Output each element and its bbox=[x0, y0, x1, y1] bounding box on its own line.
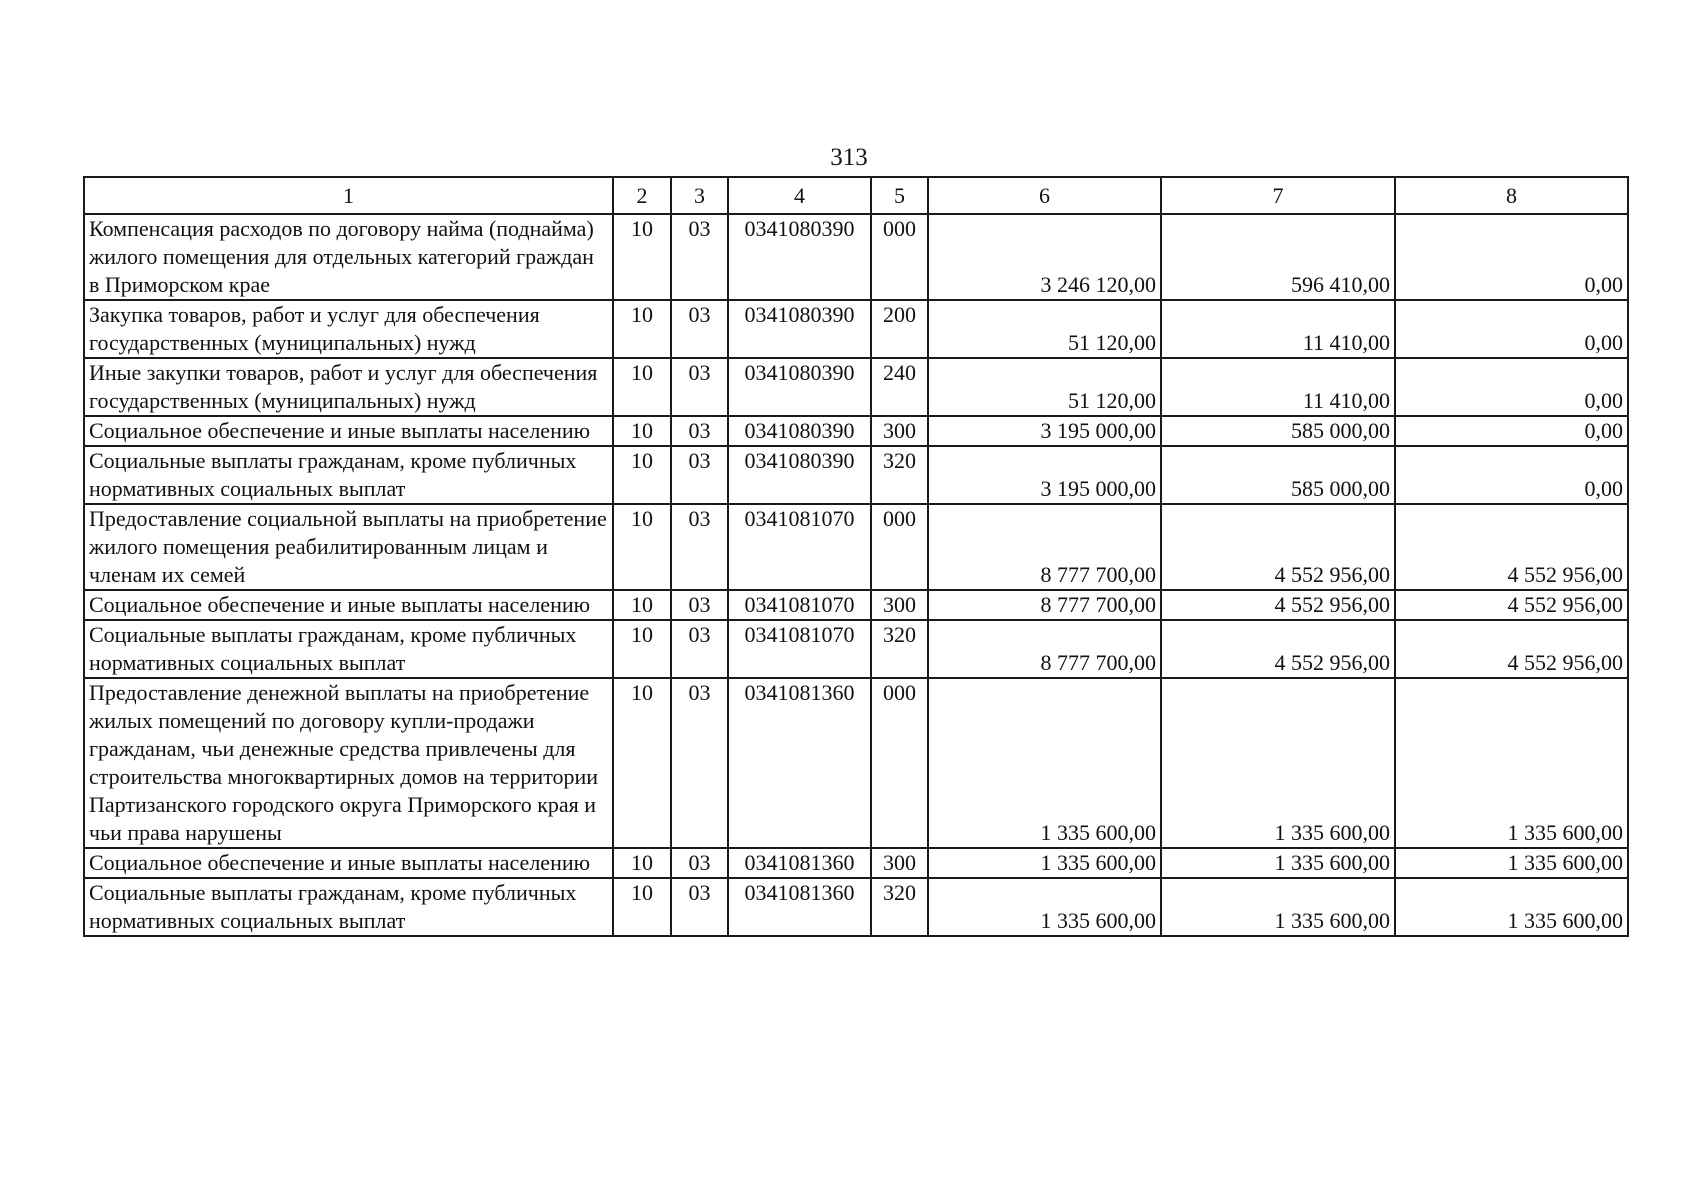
section-code: 10 bbox=[613, 678, 671, 848]
amount-col7: 585 000,00 bbox=[1161, 446, 1395, 504]
amount-col7: 596 410,00 bbox=[1161, 214, 1395, 300]
expense-type-code: 000 bbox=[871, 214, 928, 300]
expense-type-code: 300 bbox=[871, 416, 928, 446]
column-header: 5 bbox=[871, 177, 928, 214]
table-row bbox=[84, 678, 1628, 848]
target-article-code: 0341080390 bbox=[728, 358, 871, 416]
section-code: 10 bbox=[613, 848, 671, 878]
row-name: Социальное обеспечение и иные выплаты населению bbox=[84, 848, 613, 878]
target-article-code: 0341080390 bbox=[728, 416, 871, 446]
section-code: 10 bbox=[613, 214, 671, 300]
column-header: 3 bbox=[671, 177, 728, 214]
section-code: 10 bbox=[613, 590, 671, 620]
amount-col8: 0,00 bbox=[1395, 214, 1628, 300]
table-row bbox=[84, 878, 1628, 936]
table-row bbox=[84, 416, 1628, 446]
amount-col8: 0,00 bbox=[1395, 300, 1628, 358]
row-name: Иные закупки товаров, работ и услуг для обеспечения государственных (муниципальных) нужд bbox=[84, 358, 613, 416]
amount-col8: 0,00 bbox=[1395, 446, 1628, 504]
subsection-code: 03 bbox=[671, 358, 728, 416]
column-header: 2 bbox=[613, 177, 671, 214]
amount-col6: 1 335 600,00 bbox=[928, 678, 1161, 848]
table-row bbox=[84, 620, 1628, 678]
amount-col7: 1 335 600,00 bbox=[1161, 878, 1395, 936]
row-name: Социальные выплаты гражданам, кроме публичных нормативных социальных выплат bbox=[84, 620, 613, 678]
section-code: 10 bbox=[613, 446, 671, 504]
table-row bbox=[84, 214, 1628, 300]
amount-col6: 8 777 700,00 bbox=[928, 504, 1161, 590]
table-row bbox=[84, 300, 1628, 358]
amount-col7: 1 335 600,00 bbox=[1161, 678, 1395, 848]
amount-col8: 1 335 600,00 bbox=[1395, 678, 1628, 848]
subsection-code: 03 bbox=[671, 446, 728, 504]
subsection-code: 03 bbox=[671, 678, 728, 848]
row-name: Закупка товаров, работ и услуг для обеспечения государственных (муниципальных) нужд bbox=[84, 300, 613, 358]
row-name: Компенсация расходов по договору найма (поднайма) жилого помещения для отдельных категорий граждан в Приморском крае bbox=[84, 214, 613, 300]
table-body bbox=[84, 214, 1628, 936]
amount-col8: 0,00 bbox=[1395, 358, 1628, 416]
target-article-code: 0341081070 bbox=[728, 504, 871, 590]
target-article-code: 0341081360 bbox=[728, 878, 871, 936]
amount-col7: 1 335 600,00 bbox=[1161, 848, 1395, 878]
amount-col7: 585 000,00 bbox=[1161, 416, 1395, 446]
target-article-code: 0341081360 bbox=[728, 678, 871, 848]
amount-col7: 11 410,00 bbox=[1161, 358, 1395, 416]
section-code: 10 bbox=[613, 504, 671, 590]
row-name: Социальные выплаты гражданам, кроме публичных нормативных социальных выплат bbox=[84, 878, 613, 936]
subsection-code: 03 bbox=[671, 300, 728, 358]
target-article-code: 0341081360 bbox=[728, 848, 871, 878]
amount-col6: 3 195 000,00 bbox=[928, 446, 1161, 504]
section-code: 10 bbox=[613, 300, 671, 358]
amount-col8: 4 552 956,00 bbox=[1395, 504, 1628, 590]
amount-col8: 4 552 956,00 bbox=[1395, 590, 1628, 620]
expense-type-code: 200 bbox=[871, 300, 928, 358]
expense-type-code: 320 bbox=[871, 446, 928, 504]
section-code: 10 bbox=[613, 416, 671, 446]
expense-type-code: 000 bbox=[871, 504, 928, 590]
subsection-code: 03 bbox=[671, 504, 728, 590]
expense-type-code: 000 bbox=[871, 678, 928, 848]
expense-type-code: 300 bbox=[871, 848, 928, 878]
amount-col6: 8 777 700,00 bbox=[928, 620, 1161, 678]
amount-col6: 8 777 700,00 bbox=[928, 590, 1161, 620]
column-header: 8 bbox=[1395, 177, 1628, 214]
table-row bbox=[84, 848, 1628, 878]
table-row bbox=[84, 590, 1628, 620]
amount-col8: 1 335 600,00 bbox=[1395, 848, 1628, 878]
target-article-code: 0341080390 bbox=[728, 300, 871, 358]
amount-col8: 4 552 956,00 bbox=[1395, 620, 1628, 678]
section-code: 10 bbox=[613, 358, 671, 416]
expense-type-code: 300 bbox=[871, 590, 928, 620]
section-code: 10 bbox=[613, 620, 671, 678]
column-header: 7 bbox=[1161, 177, 1395, 214]
amount-col6: 3 195 000,00 bbox=[928, 416, 1161, 446]
amount-col7: 4 552 956,00 bbox=[1161, 590, 1395, 620]
subsection-code: 03 bbox=[671, 878, 728, 936]
amount-col8: 0,00 bbox=[1395, 416, 1628, 446]
subsection-code: 03 bbox=[671, 848, 728, 878]
row-name: Предоставление денежной выплаты на приобретение жилых помещений по договору купли-продажи гражданам, чьи денежные средства привлечены для строительства многоквартирных домов на территории Партизанского городского округа Приморского края и чьи права нарушены bbox=[84, 678, 613, 848]
amount-col7: 11 410,00 bbox=[1161, 300, 1395, 358]
target-article-code: 0341080390 bbox=[728, 214, 871, 300]
table-row bbox=[84, 504, 1628, 590]
expense-type-code: 240 bbox=[871, 358, 928, 416]
subsection-code: 03 bbox=[671, 214, 728, 300]
subsection-code: 03 bbox=[671, 416, 728, 446]
row-name: Социальное обеспечение и иные выплаты населению bbox=[84, 590, 613, 620]
expense-type-code: 320 bbox=[871, 878, 928, 936]
expense-type-code: 320 bbox=[871, 620, 928, 678]
amount-col8: 1 335 600,00 bbox=[1395, 878, 1628, 936]
column-header: 4 bbox=[728, 177, 871, 214]
row-name: Социальные выплаты гражданам, кроме публичных нормативных социальных выплат bbox=[84, 446, 613, 504]
amount-col6: 1 335 600,00 bbox=[928, 848, 1161, 878]
target-article-code: 0341081070 bbox=[728, 620, 871, 678]
amount-col6: 51 120,00 bbox=[928, 358, 1161, 416]
row-name: Социальное обеспечение и иные выплаты населению bbox=[84, 416, 613, 446]
page-number: 313 bbox=[830, 144, 868, 171]
section-code: 10 bbox=[613, 878, 671, 936]
target-article-code: 0341081070 bbox=[728, 590, 871, 620]
amount-col6: 51 120,00 bbox=[928, 300, 1161, 358]
subsection-code: 03 bbox=[671, 590, 728, 620]
target-article-code: 0341080390 bbox=[728, 446, 871, 504]
table-row bbox=[84, 446, 1628, 504]
budget-table bbox=[83, 176, 1629, 937]
table-header bbox=[84, 177, 1628, 214]
amount-col7: 4 552 956,00 bbox=[1161, 504, 1395, 590]
column-header: 1 bbox=[84, 177, 613, 214]
column-header: 6 bbox=[928, 177, 1161, 214]
row-name: Предоставление социальной выплаты на приобретение жилого помещения реабилитированным лицам и членам их семей bbox=[84, 504, 613, 590]
table-row bbox=[84, 358, 1628, 416]
amount-col7: 4 552 956,00 bbox=[1161, 620, 1395, 678]
header-row bbox=[84, 177, 1628, 214]
amount-col6: 1 335 600,00 bbox=[928, 878, 1161, 936]
amount-col6: 3 246 120,00 bbox=[928, 214, 1161, 300]
subsection-code: 03 bbox=[671, 620, 728, 678]
